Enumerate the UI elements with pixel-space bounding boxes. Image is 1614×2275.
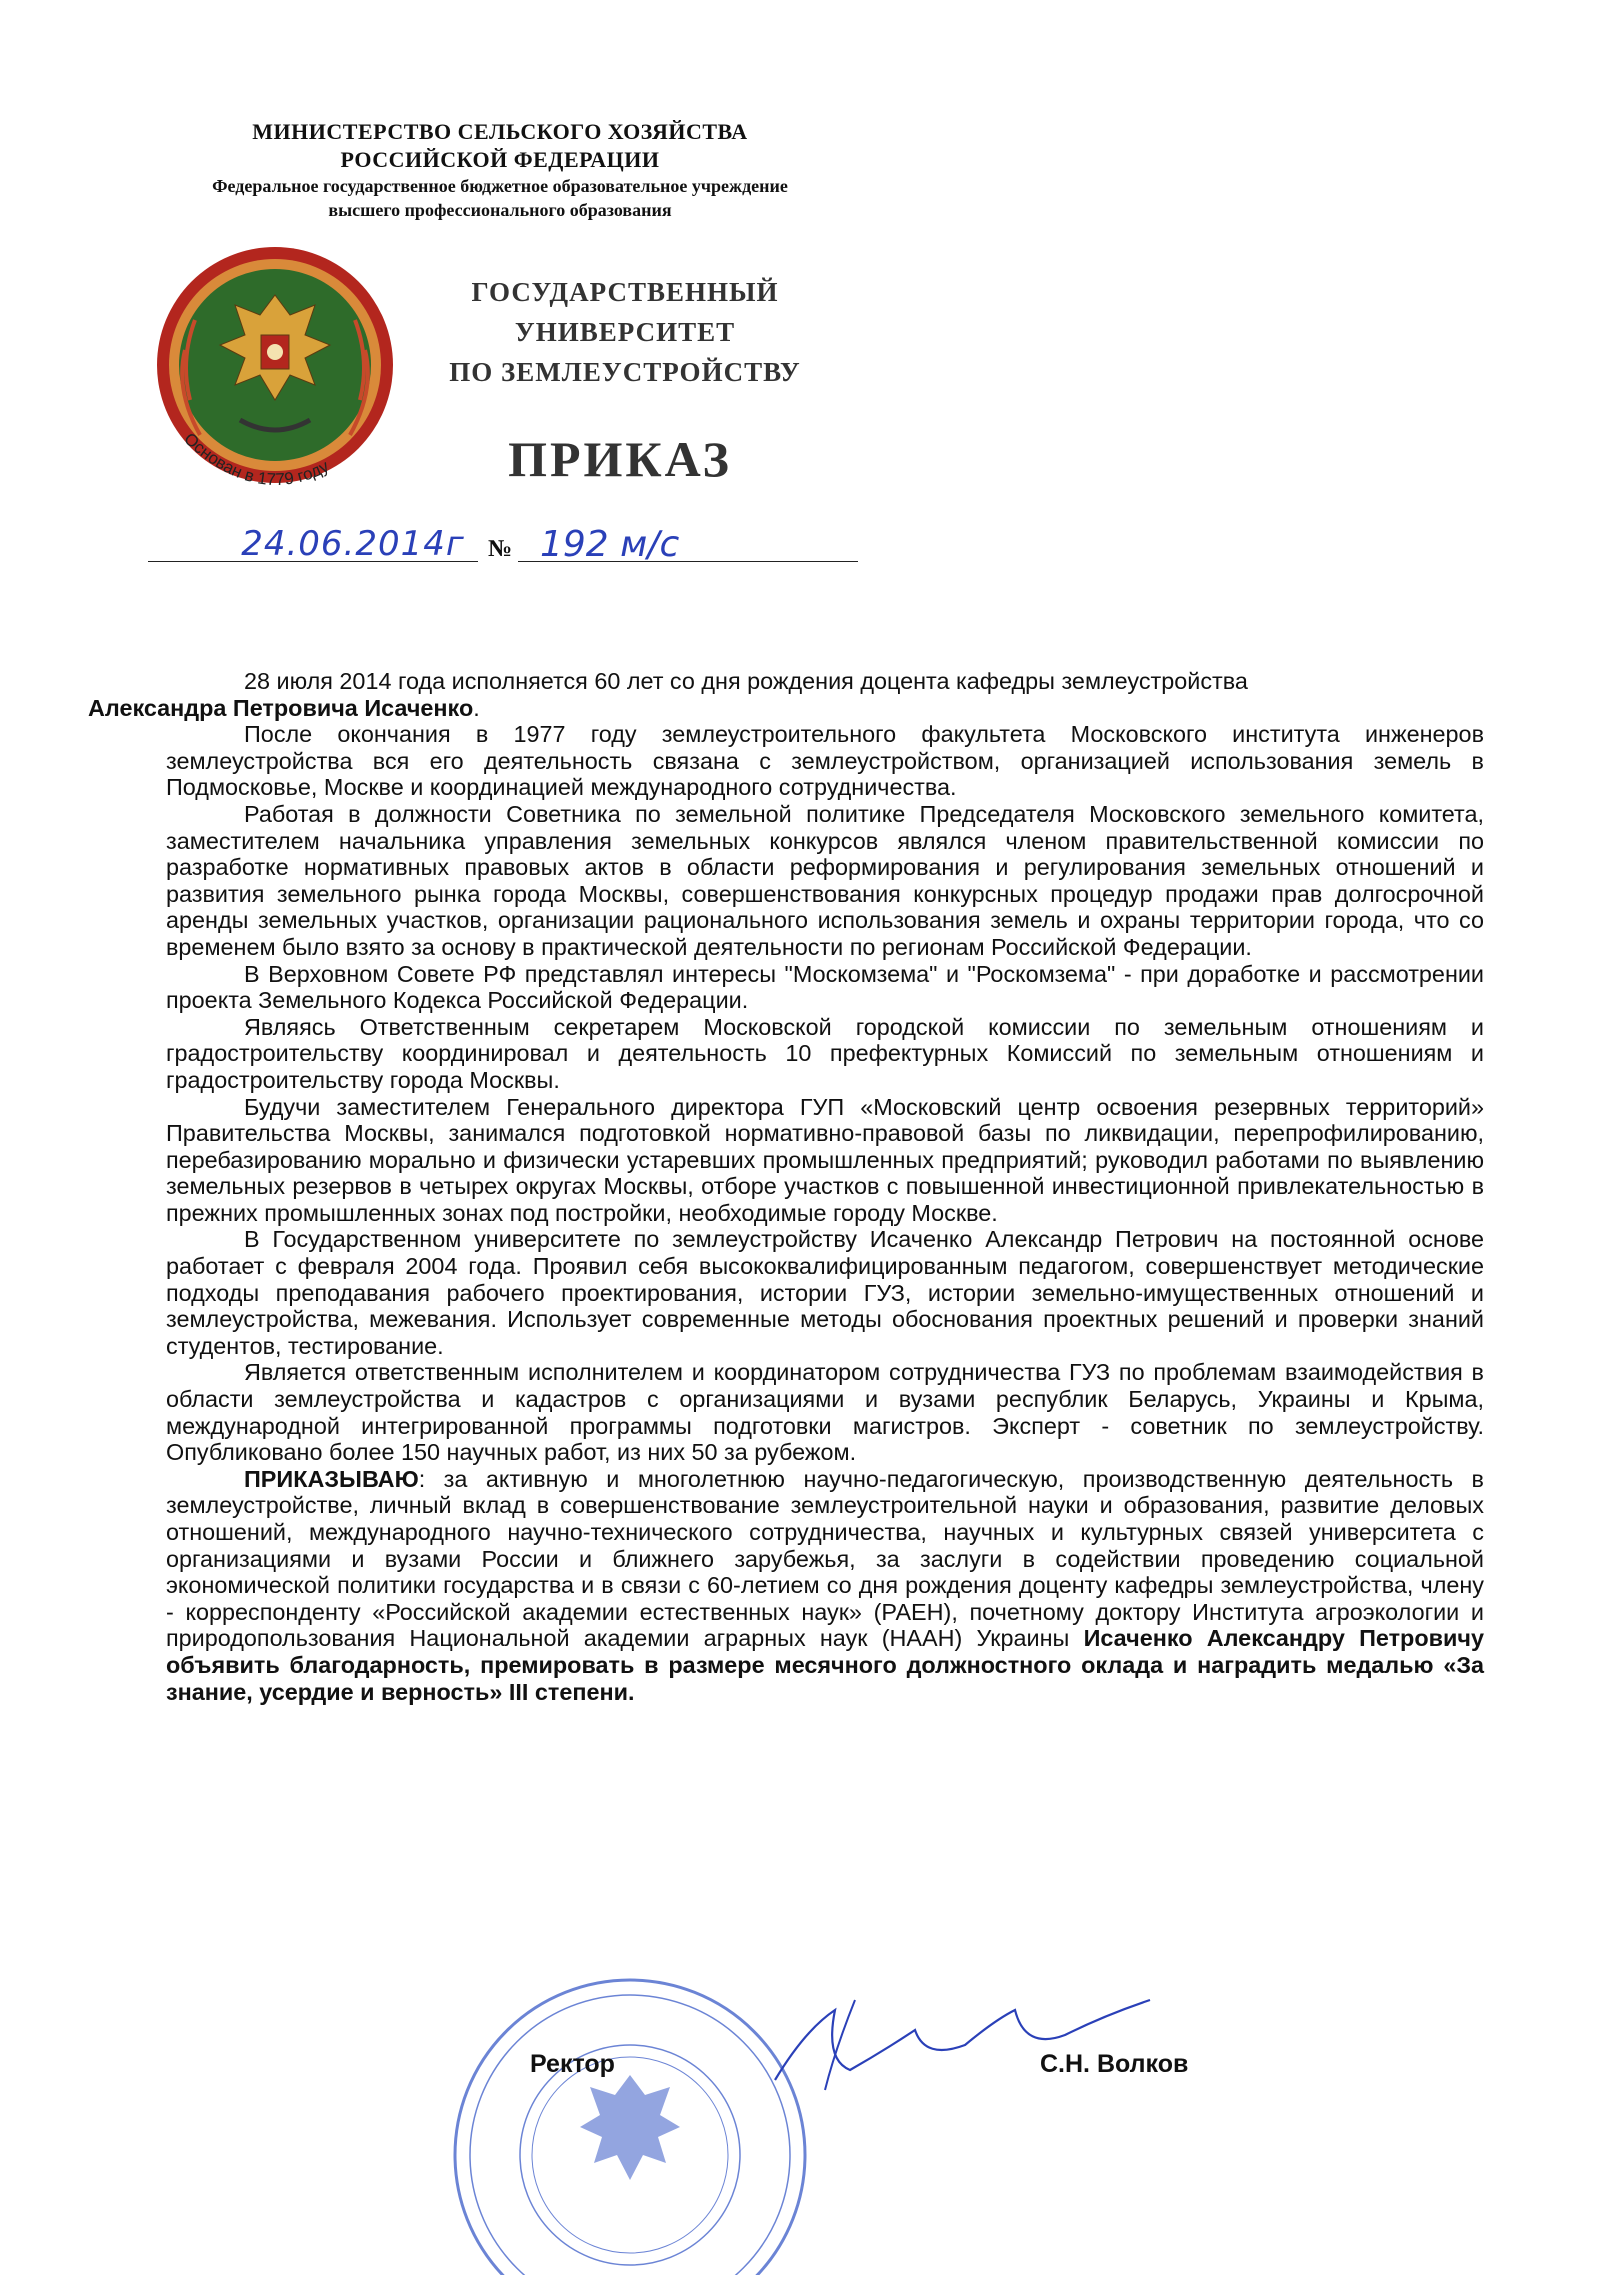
official-seal [440,1965,820,2275]
university-line-2: УНИВЕРСИТЕТ [514,317,736,347]
order-keyword: ПРИКАЗЫВАЮ [244,1465,419,1492]
paragraph-1 [88,668,1484,721]
number-underline [518,561,858,562]
paragraph-5: Являясь Ответственным секретарем Московской городской комиссии по земельным отношениям и градостроительству координировал и деятельность 10 префектурных Комиссий по земельным отношениям и градостроительству города Москвы. [166,1013,1484,1093]
order-date: 24.06.2014г [241,524,465,564]
university-name [410,272,840,392]
signer-name: С.Н. Волков [1040,2050,1189,2078]
paragraph-1-text: 28 июля 2014 года исполняется 60 лет со дня рождения доцента кафедры землеустройства [244,668,1248,694]
order-decision: Исаченко Александру Петровичу объявить благодарность, премировать в размере месячного должностного оклада и наградить медалью «За знание, усердие и верность» III степени. [166,1625,1484,1705]
institution-line-1: Федеральное государственное бюджетное образовательное учреждение [212,176,788,196]
paragraph-7: В Государственном университете по землеустройству Исаченко Александр Петрович на постоянной основе работает с февраля 2004 года. Проявил себя высококвалифицированным педагогом, совершенствует методические подходы преподавания рабочего проектирования, истории ГУЗ, истории земельно-имущественных отношений и землеустройства, межевания. Использует современные методы обоснования проектных решений и проверки знаний студентов, тестирование. [166,1226,1484,1359]
order-reason: : за активную и многолетнюю научно-педагогическую, производственную деятельность в землеустройстве, личный вклад в совершенствование землеустроительной науки и образования, развитие деловых отношений, международного научно-технического сотрудничества, научных и культурных связей университета с организациями и вузами России и ближнего зарубежья, за заслуги в содействии проведению социальной экономической политики государства и в связи с 60-летием со дня рождения доценту кафедры землеустройства, члену - корреспонденту «Российской академии естественных наук» (РАЕН), почетному доктору Института агроэкологии и природопользования Национальной академии аграрных наук (НААН) Украины [166,1465,1484,1652]
order-number: 192 м/с [540,524,680,565]
paragraph-8: Является ответственным исполнителем и координатором сотрудничества ГУЗ по проблемам взаимодействия в области землеустройства и кадастров с организациями и вузами республик Беларусь, Украины и Крыма, международной интегрированной программы подготовки магистров. Эксперт - советник по землеустройству. Опубликовано более 150 научных работ, из них 50 за рубежом. [166,1359,1484,1466]
order-body [88,668,1484,1705]
university-emblem [155,240,395,530]
university-line-3: ПО ЗЕМЛЕУСТРОЙСТВУ [449,357,801,387]
ministry-line-1: МИНИСТЕРСТВО СЕЛЬСКОГО ХОЗЯЙСТВА [252,119,748,144]
paragraph-3: Работая в должности Советника по земельной политике Председателя Московского земельного комитета, заместителем начальника управления земельных конкурсов являлся членом правительственной комиссии по разработке нормативных правовых актов в области реформирования и регулирования земельных отношений и развития земельного рынка города Москвы, совершенствования конкурсных процедур продажи прав долгосрочной аренды земельных участков, организации рационального использования земель и охраны территории города, что со временем было взято за основу в практической деятельности по регионам Российской Федерации. [166,800,1484,960]
order-dateline [148,520,868,570]
emblem-caption: Основан в 1779 году [180,429,332,490]
signer-role: Ректор [530,2050,615,2078]
number-label: № [488,536,513,562]
paragraph-4: В Верховном Совете РФ представлял интересы "Москомзема" и "Роскомзема" - при доработке и рассмотрении проекта Земельного Кодекса Российской Федерации. [166,960,1484,1014]
institution-line-2: высшего профессионального образования [328,200,672,220]
signature-block [530,2050,1510,2110]
paragraph-order [166,1466,1484,1705]
date-underline [148,561,478,562]
ministry-line-2: РОССИЙСКОЙ ФЕДЕРАЦИИ [340,147,660,172]
university-line-1: ГОСУДАРСТВЕННЫЙ [471,277,779,307]
honoree-name: Александра Петровича Исаченко [88,694,474,721]
order-title: ПРИКАЗ [508,431,732,487]
paragraph-2: После окончания в 1977 году землеустроительного факультета Московского института инженеров землеустройства вся его деятельность связана с землеустройством, организацией использования земель в Подмосковье, Москве и координацией международного сотрудничества. [166,721,1484,801]
paragraph-1-end: . [473,694,480,721]
ministry-header [120,118,880,222]
paragraph-6: Будучи заместителем Генерального директора ГУП «Московский центр освоения резервных территорий» Правительства Москвы, занимался подготовкой нормативно-правовой базы по ликвидации, перепрофилированию, перебазированию морально и физически устаревших промышленных предприятий; руководил работами по выявлению земельных резервов в четырех округах Москвы, отборе участков с повышенной инвестиционной привлекательностью в прежних промышленных зонах под постройки, необходимые городу Москве. [166,1093,1484,1226]
